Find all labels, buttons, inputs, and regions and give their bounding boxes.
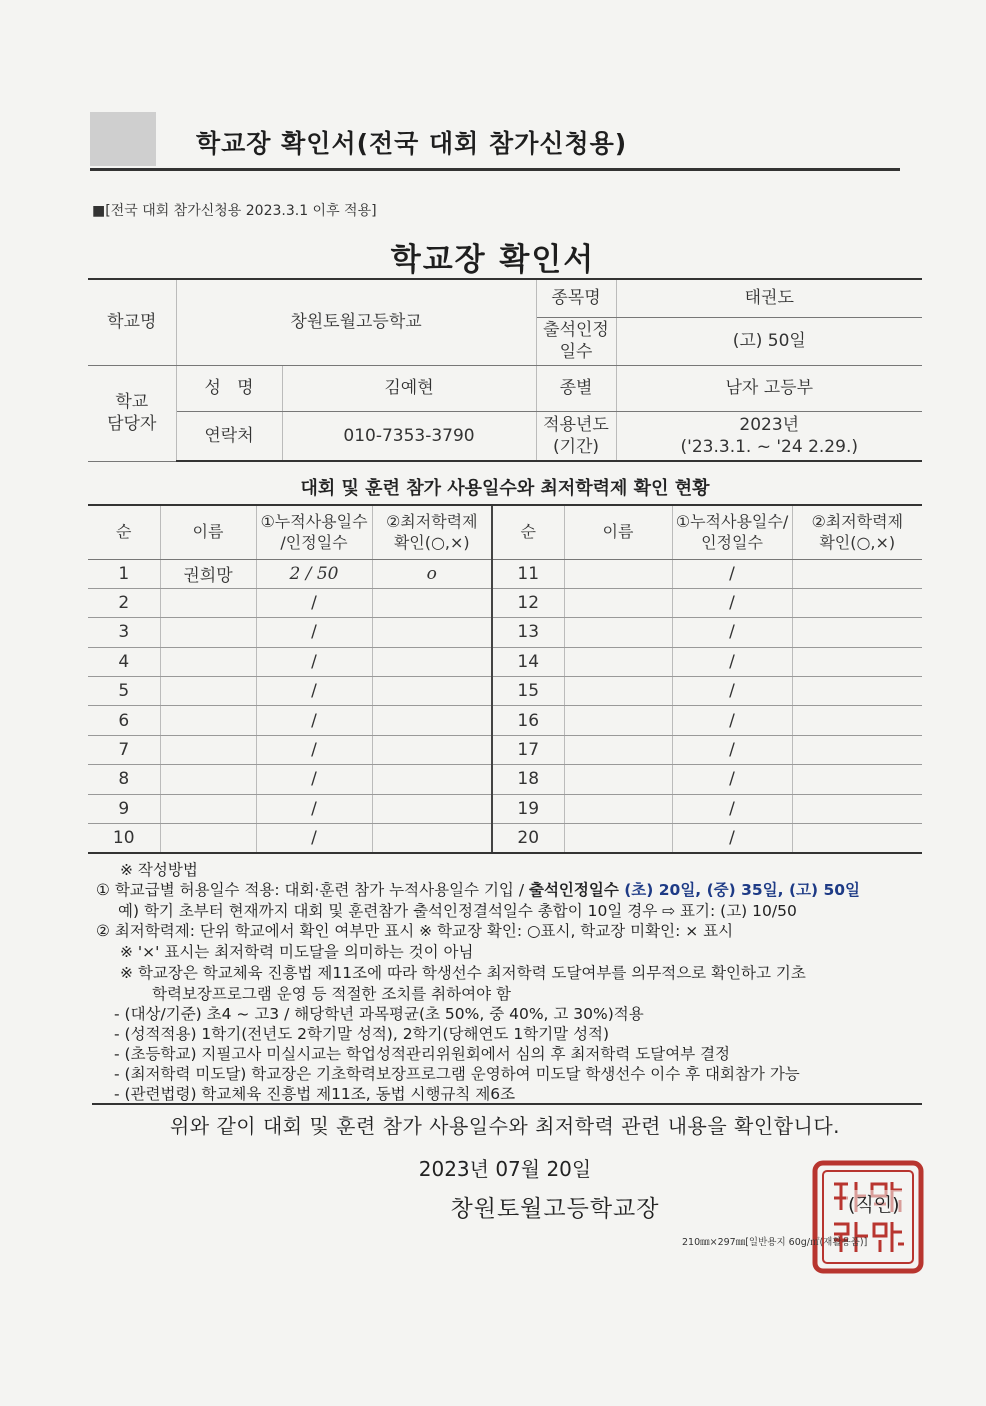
header-name: 이름	[160, 505, 256, 559]
row-check	[372, 706, 492, 735]
row-name	[160, 677, 256, 706]
row-no-2: 19	[492, 794, 564, 823]
note-1	[96, 878, 860, 900]
row-name	[160, 824, 256, 853]
row-name: 권희망	[160, 559, 256, 588]
usage-table	[88, 504, 922, 854]
row-days-2: /	[672, 824, 792, 853]
row-check	[372, 824, 492, 853]
row-no: 2	[88, 588, 160, 617]
row-no-2: 17	[492, 735, 564, 764]
row-no-2: 15	[492, 677, 564, 706]
attendance-label: 출석인정 일수	[536, 317, 616, 365]
row-check-2	[792, 706, 922, 735]
row-days-2: /	[672, 765, 792, 794]
category-value: 남자 고등부	[616, 365, 922, 411]
detail-3: - (초등학교) 지필고사 미실시교는 학업성적관리위원회에서 심의 후 최저학력 도달여부 결정	[114, 1045, 731, 1063]
confirmation-statement: 위와 같이 대회 및 훈련 참가 사용일수와 최저학력 관련 내용을 확인합니다.	[169, 1114, 841, 1138]
table-row	[88, 647, 922, 676]
row-days: /	[256, 706, 372, 735]
row-check-2	[792, 735, 922, 764]
row-name-2	[564, 588, 672, 617]
row-name-2	[564, 735, 672, 764]
row-name-2	[564, 706, 672, 735]
manager-label: 학교 담당자	[88, 365, 176, 461]
header-days-2: ①누적사용일수/ 인정일수	[672, 505, 792, 559]
year-value	[616, 411, 922, 461]
row-name	[160, 618, 256, 647]
table-row	[88, 559, 922, 588]
note-1-bold: 출석인정일수	[528, 881, 619, 899]
row-check-2	[792, 824, 922, 853]
row-check-2	[792, 618, 922, 647]
row-days: /	[256, 618, 372, 647]
row-days-2: /	[672, 677, 792, 706]
period-text: ('23.3.1. ~ '24 2.29.)	[680, 436, 858, 457]
seal-label: (직인)	[846, 1190, 902, 1217]
event-value: 태권도	[616, 279, 922, 317]
row-name	[160, 765, 256, 794]
row-check	[372, 618, 492, 647]
row-check-2	[792, 765, 922, 794]
event-label: 종목명	[536, 279, 616, 317]
detail-5: - (관련법령) 학교체육 진흥법 제11조, 동법 시행규칙 제6조	[114, 1085, 516, 1103]
year-text: 2023년	[739, 414, 800, 435]
header-check: ②최저학력제 확인(○,×)	[372, 505, 492, 559]
header-name-2: 이름	[564, 505, 672, 559]
name-label: 성 명	[176, 365, 282, 411]
header-check-2: ②최저학력제 확인(○,×)	[792, 505, 922, 559]
row-days: /	[256, 647, 372, 676]
row-name-2	[564, 618, 672, 647]
paper-spec-note: 210㎜×297㎜[일반용지 60g/㎡(재활용품)]	[682, 1237, 868, 1248]
note-2: ② 최저학력제: 단위 학교에서 확인 여부만 표시 ※ 학교장 확인: ○표시, 학교장 미확인: × 표시	[96, 922, 734, 940]
row-days: /	[256, 677, 372, 706]
row-check	[372, 647, 492, 676]
note-1-text: ① 학교급별 허용일수 적용: 대회·훈련 참가 누적사용일수 기입 /	[96, 881, 529, 899]
note-2-a: ※ '×' 표시는 최저학력 미도달을 의미하는 것이 아님	[120, 943, 474, 961]
row-no: 7	[88, 735, 160, 764]
row-no-2: 11	[492, 559, 564, 588]
usage-section-title: 대회 및 훈련 참가 사용일수와 최저학력제 확인 현황	[300, 478, 710, 499]
table-row	[88, 794, 922, 823]
row-check-2	[792, 588, 922, 617]
row-no-2: 18	[492, 765, 564, 794]
table-row	[88, 618, 922, 647]
detail-2: - (성적적용) 1학기(전년도 2학기말 성적), 2학기(당해연도 1학기말 성적)	[114, 1025, 610, 1043]
row-days: 2 / 50	[256, 559, 372, 588]
row-check-2	[792, 647, 922, 676]
row-check-2	[792, 677, 922, 706]
banner-title: 학교장 확인서(전국 대회 참가신청용)	[196, 129, 628, 158]
note-2-c: 학력보장프로그램 운영 등 적절한 조치를 취하여야 함	[152, 985, 511, 1003]
notes-divider	[92, 1103, 922, 1105]
row-name	[160, 588, 256, 617]
row-days-2: /	[672, 735, 792, 764]
row-no: 10	[88, 824, 160, 853]
row-name	[160, 735, 256, 764]
row-no: 4	[88, 647, 160, 676]
note-2-b: ※ 학교장은 학교체육 진흥법 제11조에 따라 학생선수 최저학력 도달여부를 의무적으로 확인하고 기초	[120, 964, 806, 982]
row-no: 1	[88, 559, 160, 588]
table-row	[88, 824, 922, 853]
contact-value: 010-7353-3790	[282, 411, 536, 461]
row-days-2: /	[672, 618, 792, 647]
category-label: 종별	[536, 365, 616, 411]
row-days: /	[256, 824, 372, 853]
row-name	[160, 647, 256, 676]
row-no: 5	[88, 677, 160, 706]
row-check	[372, 765, 492, 794]
row-days: /	[256, 794, 372, 823]
row-name-2	[564, 677, 672, 706]
row-name-2	[564, 794, 672, 823]
row-check	[372, 677, 492, 706]
usage-rows	[88, 559, 922, 853]
table-row	[88, 677, 922, 706]
row-days-2: /	[672, 588, 792, 617]
detail-4: - (최저학력 미도달) 학교장은 기초학력보장프로그램 운영하여 미도달 학생선수 이수 후 대회참가 가능	[114, 1065, 800, 1083]
header-days: ①누적사용일수 /인정일수	[256, 505, 372, 559]
row-no-2: 20	[492, 824, 564, 853]
row-check	[372, 735, 492, 764]
row-name	[160, 706, 256, 735]
row-no-2: 14	[492, 647, 564, 676]
row-days: /	[256, 735, 372, 764]
row-days: /	[256, 588, 372, 617]
attendance-value: (고) 50일	[616, 317, 922, 365]
detail-1: - (대상/기준) 초4 ~ 고3 / 해당학년 과목평균(초 50%, 중 40%, 고 30%)적용	[114, 1005, 644, 1023]
notes-heading: ※ 작성방법	[120, 861, 198, 879]
row-name-2	[564, 647, 672, 676]
application-note: ■[전국 대회 참가신청용 2023.3.1 이후 적용]	[92, 203, 377, 219]
header-no: 순	[88, 505, 160, 559]
school-label: 학교명	[88, 279, 176, 365]
row-days-2: /	[672, 647, 792, 676]
row-check-2	[792, 559, 922, 588]
row-check-2	[792, 794, 922, 823]
row-name-2	[564, 824, 672, 853]
row-no-2: 12	[492, 588, 564, 617]
note-1-example: 예) 학기 초부터 현재까지 대회 및 훈련참가 출석인정결석일수 총합이 10일 경우 ⇨ 표기: (고) 10/50	[118, 902, 797, 920]
contact-label: 연락처	[176, 411, 282, 461]
row-check	[372, 794, 492, 823]
row-check: o	[372, 559, 492, 588]
row-days-2: /	[672, 559, 792, 588]
row-no: 8	[88, 765, 160, 794]
row-no: 6	[88, 706, 160, 735]
school-value: 창원토월고등학교	[176, 279, 536, 365]
banner-underline	[90, 168, 900, 171]
row-no: 3	[88, 618, 160, 647]
table-row	[88, 706, 922, 735]
official-seal-icon	[812, 1160, 924, 1274]
row-name-2	[564, 559, 672, 588]
table-row	[88, 588, 922, 617]
row-days: /	[256, 765, 372, 794]
issue-date: 2023년 07월 20일	[418, 1157, 592, 1181]
row-no: 9	[88, 794, 160, 823]
document-title: 학교장 확인서	[390, 242, 596, 278]
banner-gray-block	[90, 112, 156, 166]
row-days-2: /	[672, 794, 792, 823]
table-row	[88, 765, 922, 794]
row-name-2	[564, 765, 672, 794]
name-value: 김예현	[282, 365, 536, 411]
header-no-2: 순	[492, 505, 564, 559]
row-no-2: 16	[492, 706, 564, 735]
table-row	[88, 735, 922, 764]
year-label: 적용년도 (기간)	[536, 411, 616, 461]
row-check	[372, 588, 492, 617]
school-info-table	[88, 278, 922, 462]
principal-title: 창원토월고등학교장	[450, 1196, 660, 1222]
row-days-2: /	[672, 706, 792, 735]
row-no-2: 13	[492, 618, 564, 647]
note-1-limits: (초) 20일, (중) 35일, (고) 50일	[618, 881, 861, 899]
row-name	[160, 794, 256, 823]
